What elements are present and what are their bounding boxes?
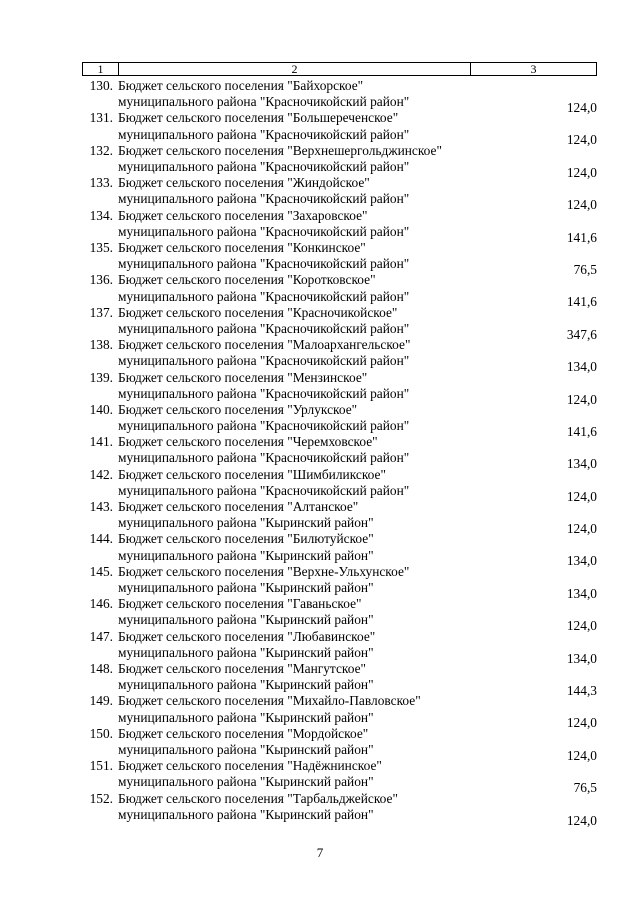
list-item	[82, 790, 597, 828]
item-amount: 76,5	[573, 780, 597, 796]
item-number: 141.	[89, 434, 113, 450]
list-item	[82, 304, 597, 342]
item-name-line1: Бюджет сельского поселения "Михайло-Павловское"	[118, 693, 421, 709]
item-number: 148.	[89, 661, 113, 677]
item-name-line1: Бюджет сельского поселения "Красночикойское"	[118, 304, 398, 320]
item-name-line2: муниципального района "Красночикойский район"	[118, 158, 410, 174]
item-number: 134.	[89, 207, 113, 223]
list-item	[82, 725, 597, 763]
item-amount: 124,0	[566, 197, 597, 213]
item-number: 149.	[89, 693, 113, 709]
item-number: 145.	[89, 563, 113, 579]
budget-list	[82, 78, 597, 828]
item-name-line2: муниципального района "Кыринский район"	[118, 580, 374, 596]
list-item	[82, 175, 597, 213]
item-name-line1: Бюджет сельского поселения "Урлукское"	[118, 401, 358, 417]
item-name-line1: Бюджет сельского поселения "Большереченское"	[118, 110, 399, 126]
item-amount: 141,6	[566, 423, 597, 439]
list-item	[82, 499, 597, 537]
item-name-line2: муниципального района "Кыринский район"	[118, 612, 374, 628]
item-name-line1: Бюджет сельского поселения "Мордойское"	[118, 725, 369, 741]
list-item	[82, 693, 597, 731]
item-amount: 134,0	[566, 650, 597, 666]
item-number: 131.	[89, 110, 113, 126]
item-name-line2: муниципального района "Красночикойский район"	[118, 320, 410, 336]
item-amount: 124,0	[566, 715, 597, 731]
column-header-number: 1	[83, 63, 119, 75]
item-number: 146.	[89, 596, 113, 612]
item-number: 144.	[89, 531, 113, 547]
item-name-line1: Бюджет сельского поселения "Верхнешергольджинское"	[118, 142, 442, 158]
list-item	[82, 239, 597, 277]
item-name-line1: Бюджет сельского поселения "Билютуйское"	[118, 531, 374, 547]
list-item	[82, 563, 597, 601]
column-header-amount: 3	[530, 62, 537, 76]
item-name-line2: муниципального района "Красночикойский район"	[118, 256, 410, 272]
item-amount: 124,0	[566, 521, 597, 537]
item-amount: 124,0	[566, 618, 597, 634]
item-name-line1: Бюджет сельского поселения "Коротковское"	[118, 272, 376, 288]
item-name-line2: муниципального района "Красночикойский район"	[118, 418, 410, 434]
item-number: 136.	[89, 272, 113, 288]
item-name-line2: муниципального района "Красночикойский район"	[118, 385, 410, 401]
item-number: 151.	[89, 758, 113, 774]
item-name-line2: муниципального района "Красночикойский район"	[118, 353, 410, 369]
item-number: 138.	[89, 337, 113, 353]
item-number: 140.	[89, 401, 113, 417]
item-amount: 347,6	[566, 326, 597, 342]
item-amount: 124,0	[566, 812, 597, 828]
item-amount: 76,5	[573, 261, 597, 277]
list-item	[82, 110, 597, 148]
column-header-row	[82, 62, 597, 76]
item-number: 133.	[89, 175, 113, 191]
list-item	[82, 142, 597, 180]
item-name-line1: Бюджет сельского поселения "Мангутское"	[118, 661, 366, 677]
list-item	[82, 207, 597, 245]
item-number: 130.	[89, 78, 113, 93]
item-amount: 144,3	[566, 683, 597, 699]
item-number: 150.	[89, 725, 113, 741]
list-item	[82, 369, 597, 407]
item-name-line2: муниципального района "Красночикойский район"	[118, 288, 410, 304]
item-amount: 134,0	[566, 553, 597, 569]
item-name-line2: муниципального района "Кыринский район"	[118, 677, 374, 693]
list-item	[82, 337, 597, 375]
list-item	[82, 596, 597, 634]
item-name-line2: муниципального района "Красночикойский район"	[118, 191, 410, 207]
item-name-line2: муниципального района "Красночикойский район"	[118, 94, 410, 110]
item-amount: 141,6	[566, 229, 597, 245]
item-name-line1: Бюджет сельского поселения "Верхне-Ульхунское"	[118, 563, 410, 579]
item-name-line2: муниципального района "Красночикойский район"	[118, 223, 410, 239]
list-item	[82, 628, 597, 666]
list-item	[82, 466, 597, 504]
item-name-line2: муниципального района "Красночикойский район"	[118, 450, 410, 466]
item-number: 135.	[89, 239, 113, 255]
item-amount: 124,0	[566, 747, 597, 763]
item-amount: 124,0	[566, 164, 597, 180]
item-name-line1: Бюджет сельского поселения "Гаваньское"	[118, 596, 362, 612]
list-item	[82, 758, 597, 796]
item-amount: 124,0	[566, 100, 597, 115]
item-amount: 124,0	[566, 488, 597, 504]
item-name-line2: муниципального района "Кыринский район"	[118, 774, 374, 790]
item-name-line1: Бюджет сельского поселения "Байхорское"	[118, 78, 364, 93]
list-item	[82, 531, 597, 569]
item-name-line1: Бюджет сельского поселения "Мензинское"	[118, 369, 368, 385]
item-name-line2: муниципального района "Красночикойский район"	[118, 126, 410, 142]
list-item	[82, 78, 597, 115]
item-name-line1: Бюджет сельского поселения "Жиндойское"	[118, 175, 370, 191]
item-name-line1: Бюджет сельского поселения "Тарбальджейское"	[118, 790, 398, 806]
item-name-line1: Бюджет сельского поселения "Надёжнинское"	[118, 758, 382, 774]
list-item	[82, 661, 597, 699]
item-number: 139.	[89, 369, 113, 385]
item-amount: 134,0	[566, 585, 597, 601]
item-amount: 124,0	[566, 132, 597, 148]
item-name-line2: муниципального района "Кыринский район"	[118, 547, 374, 563]
item-number: 132.	[89, 142, 113, 158]
item-name-line1: Бюджет сельского поселения "Алтанское"	[118, 499, 359, 515]
item-name-line2: муниципального района "Кыринский район"	[118, 644, 374, 660]
item-name-line1: Бюджет сельского поселения "Захаровское"	[118, 207, 368, 223]
item-number: 137.	[89, 304, 113, 320]
item-number: 142.	[89, 466, 113, 482]
item-name-line1: Бюджет сельского поселения "Малоархангельское"	[118, 337, 411, 353]
page-number: 7	[316, 845, 324, 860]
item-name-line2: муниципального района "Кыринский район"	[118, 742, 374, 757]
list-item	[82, 434, 597, 472]
item-name-line2: муниципального района "Кыринский район"	[118, 709, 374, 725]
item-amount: 134,0	[566, 456, 597, 472]
item-number: 143.	[89, 499, 113, 515]
list-item	[82, 272, 597, 310]
item-name-line2: муниципального района "Красночикойский район"	[118, 482, 410, 498]
item-number: 152.	[89, 790, 113, 806]
item-name-line1: Бюджет сельского поселения "Черемховское"	[118, 434, 378, 450]
item-name-line2: муниципального района "Кыринский район"	[118, 515, 374, 531]
column-header-name: 2	[119, 63, 471, 75]
item-amount: 134,0	[566, 359, 597, 375]
item-name-line1: Бюджет сельского поселения "Шимбиликское"	[118, 466, 386, 482]
item-name-line2: муниципального района "Кыринский район"	[118, 806, 374, 822]
item-number: 147.	[89, 628, 113, 644]
item-amount: 124,0	[566, 391, 597, 407]
item-name-line1: Бюджет сельского поселения "Конкинское"	[118, 239, 366, 255]
item-amount: 141,6	[566, 294, 597, 310]
list-item	[82, 401, 597, 439]
item-name-line1: Бюджет сельского поселения "Любавинское"	[118, 628, 376, 644]
